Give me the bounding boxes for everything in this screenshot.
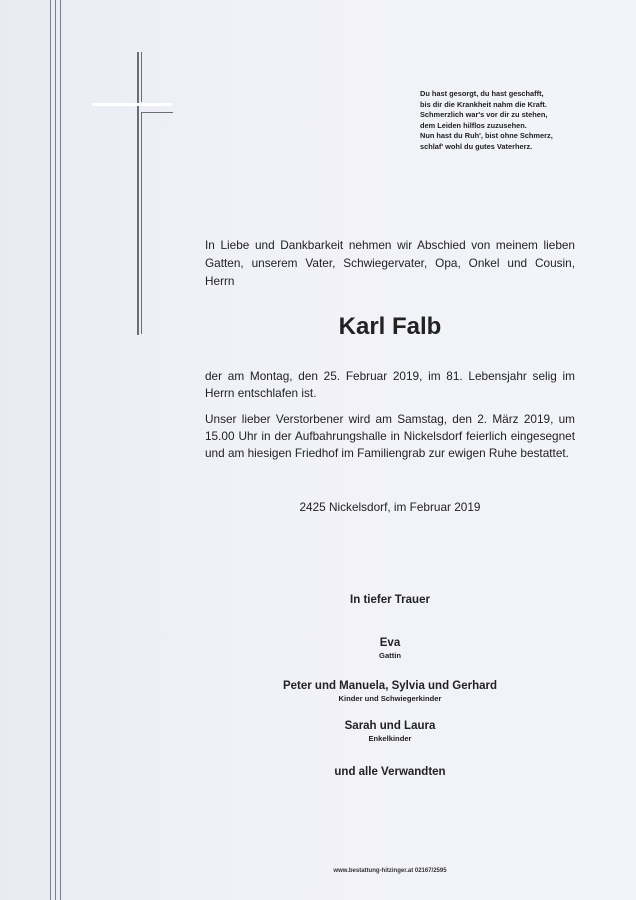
place-date: 2425 Nickelsdorf, im Februar 2019 xyxy=(299,500,481,514)
mourner-relation: Kinder und Schwiegerkinder xyxy=(338,694,442,703)
poem-line: schlaf' wohl du gutes Vaterherz. xyxy=(420,141,533,151)
mourner-name: Eva xyxy=(379,637,401,649)
mourner xyxy=(205,636,575,661)
mourning-heading: In tiefer Trauer xyxy=(350,594,430,606)
mourner-name: Peter und Manuela, Sylvia und Gerhard xyxy=(282,680,498,692)
poem-line: Du hast gesorgt, du hast geschafft, xyxy=(420,89,544,98)
footer-credit: www.bestattung-hitzinger.at 02167/2595 xyxy=(333,868,447,874)
poem-line: dem Leiden hilflos zuzusehen. xyxy=(420,120,527,130)
funeral-text: Unser lieber Verstorbener wird am Samstag, den 2. März 2019, um 15.00 Uhr in der Aufbahrungshalle in Nickelsdorf feierlich eingesegnet und am hiesigen Friedhof im Familiengrab zur ewigen Ruhe bestattet. xyxy=(205,412,575,460)
mourner-name: Sarah und Laura xyxy=(344,720,436,732)
border-line xyxy=(60,0,61,900)
closing-text: und alle Verwandten xyxy=(334,766,446,778)
border-line xyxy=(50,0,51,900)
mourner xyxy=(205,719,575,744)
deceased-name: Karl Falb xyxy=(338,313,442,340)
poem-line: bis dir die Krankheit nahm die Kraft. xyxy=(420,99,547,109)
mourner xyxy=(205,679,575,704)
mourner-relation: Enkelkinder xyxy=(368,734,412,743)
death-text: der am Montag, den 25. Februar 2019, im 81. Lebensjahr selig im Herrn entschlafen ist. xyxy=(205,369,575,400)
border-line xyxy=(55,0,56,900)
intro-text: In Liebe und Dankbarkeit nehmen wir Abschied von meinem lieben Gatten, unserem Vater, Schwiegervater, Opa, Onkel und Cousin, Herrn xyxy=(205,238,575,288)
poem-line: Schmerzlich war's vor dir zu stehen, xyxy=(420,110,548,120)
poem xyxy=(420,89,620,153)
poem-line: Nun hast du Ruh', bist ohne Schmerz, xyxy=(420,131,553,141)
mourner-relation: Gattin xyxy=(379,651,401,660)
